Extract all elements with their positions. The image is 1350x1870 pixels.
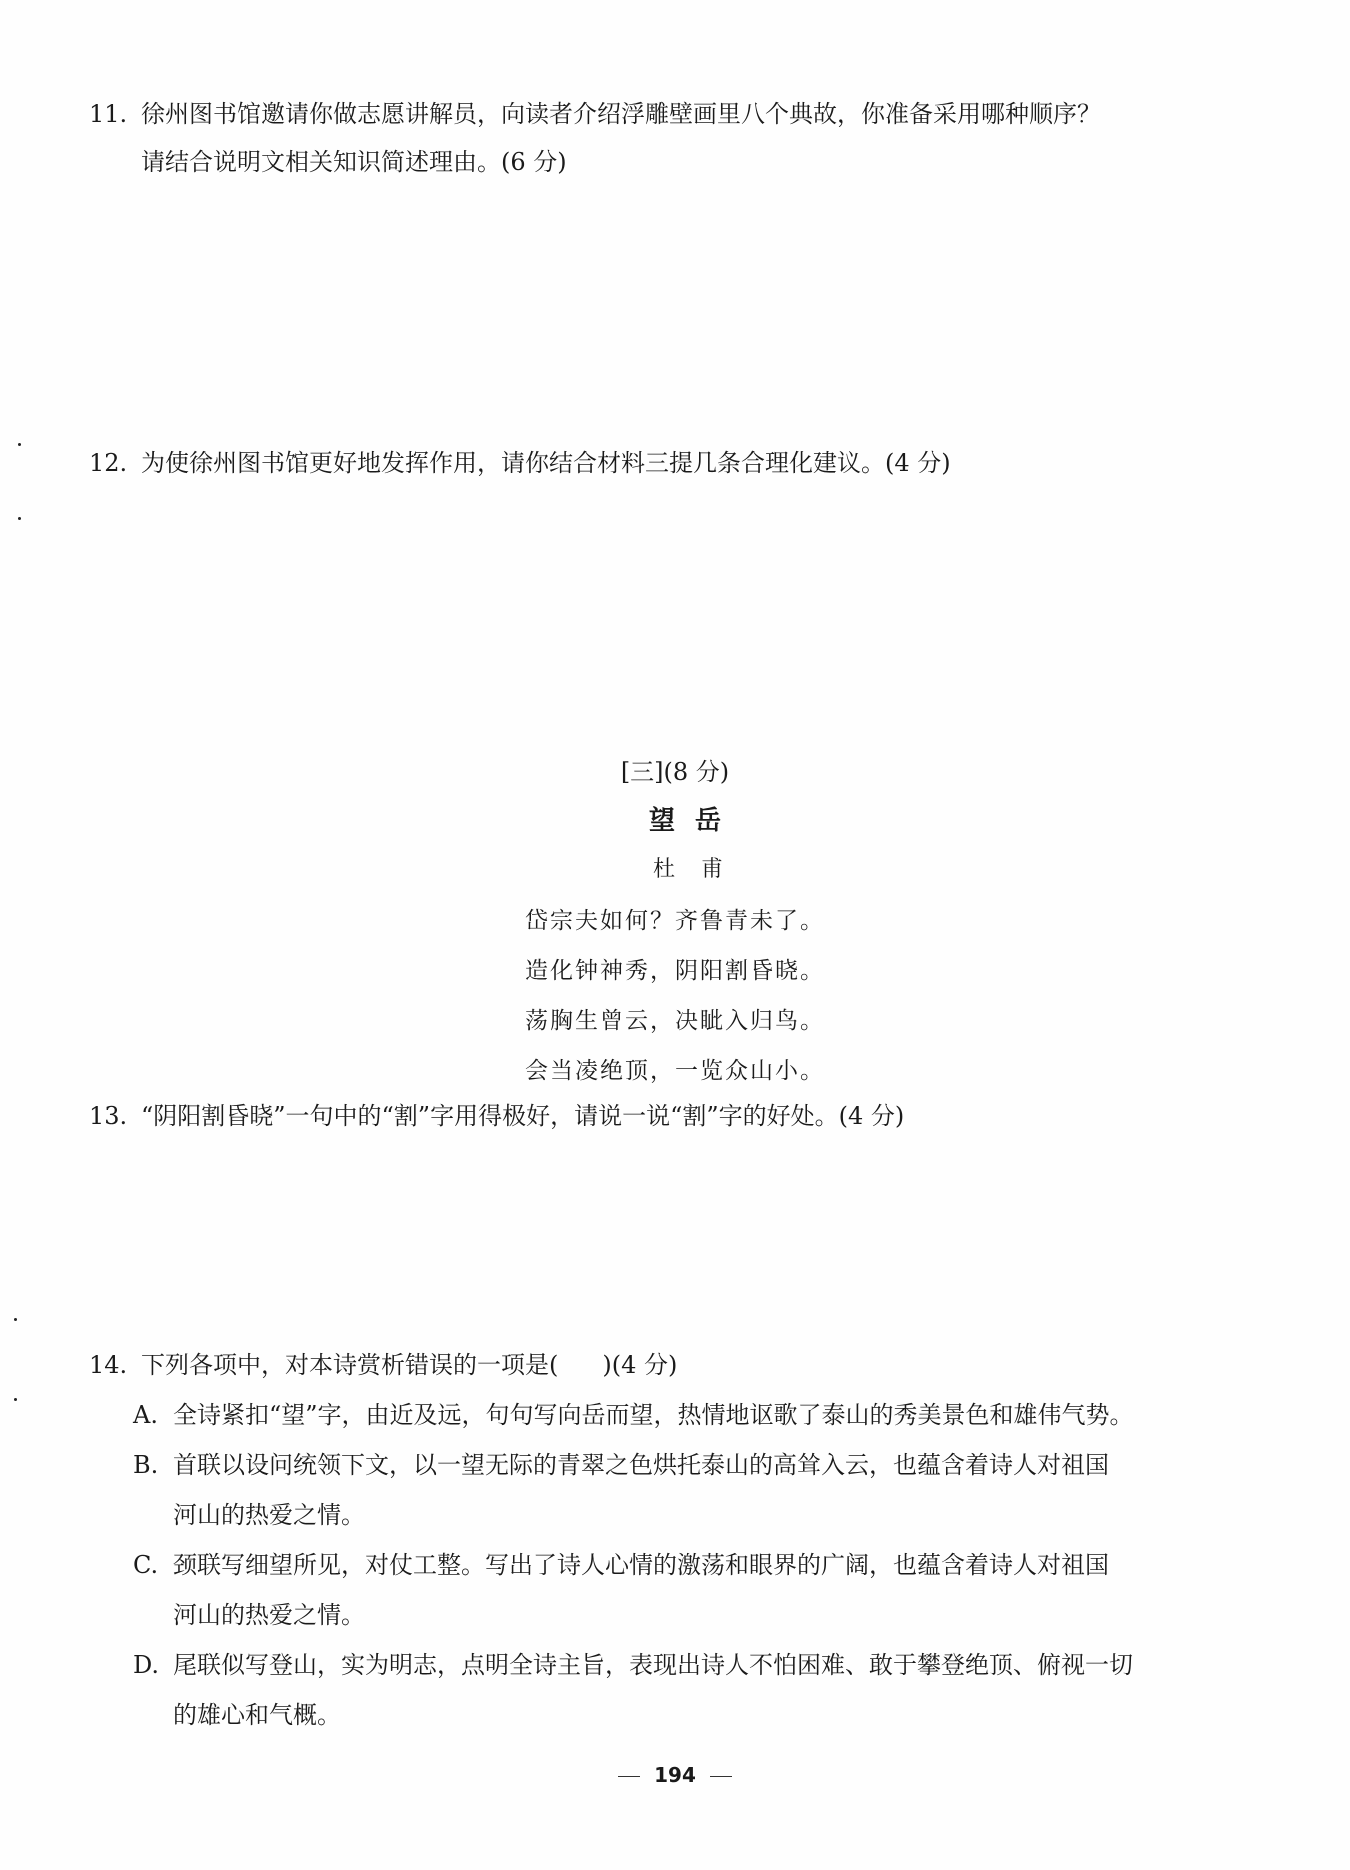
page-number-dash-left (618, 1776, 640, 1777)
scan-speck (14, 1318, 17, 1321)
question-number: 11. (89, 100, 128, 128)
question-number: 12. (89, 449, 128, 477)
poem-title: 望岳 (648, 806, 741, 836)
question-number: 14. (89, 1351, 128, 1379)
option-text: 颈联写细望所见，对仗工整。写出了诗人心情的激荡和眼界的广阔，也蕴含着诗人对祖国 (173, 1551, 1109, 1579)
scan-speck (18, 517, 21, 520)
option-c-continuation: 河山的热爱之情。 (173, 1601, 365, 1629)
option-a (133, 1399, 1134, 1431)
question-13 (89, 1100, 904, 1132)
question-stem-end: )(4 分) (602, 1351, 678, 1379)
scan-speck (14, 1398, 17, 1401)
question-stem: 下列各项中，对本诗赏析错误的一项是( (141, 1351, 559, 1379)
poem-line: 荡胸生曾云，决眦入归鸟。 (525, 1008, 825, 1034)
question-12 (89, 447, 951, 479)
option-b-continuation: 河山的热爱之情。 (173, 1501, 365, 1529)
option-text: 尾联似写登山，实为明志，点明全诗主旨，表现出诗人不怕困难、敢于攀登绝顶、俯视一切 (173, 1651, 1133, 1679)
page-number (0, 1763, 1350, 1787)
option-letter: C. (133, 1551, 159, 1579)
question-14 (89, 1349, 677, 1381)
option-d-continuation: 的雄心和气概。 (173, 1701, 341, 1729)
option-letter: B. (133, 1451, 159, 1479)
question-number: 13. (89, 1102, 128, 1130)
poem-line: 岱宗夫如何？齐鲁青未了。 (525, 908, 825, 934)
question-text: 徐州图书馆邀请你做志愿讲解员，向读者介绍浮雕壁画里八个典故，你准备采用哪种顺序？ (141, 100, 1101, 128)
option-letter: A. (133, 1401, 158, 1429)
option-letter: D. (133, 1651, 160, 1679)
poem-author: 杜甫 (652, 857, 749, 882)
poem-line: 会当凌绝顶，一览众山小。 (525, 1058, 825, 1084)
option-text: 全诗紧扣“望”字，由近及远，句句写向岳而望，热情地讴歌了泰山的秀美景色和雄伟气势。 (173, 1401, 1134, 1429)
question-11-continuation: 请结合说明文相关知识简述理由。(6 分) (141, 148, 567, 176)
scan-speck (18, 443, 21, 446)
question-text: “阴阳割昏晓”一句中的“割”字用得极好，请说一说“割”字的好处。(4 分) (141, 1102, 905, 1130)
question-text: 为使徐州图书馆更好地发挥作用，请你结合材料三提几条合理化建议。(4 分) (141, 449, 951, 477)
question-11 (89, 98, 1101, 130)
option-c (133, 1549, 1109, 1581)
option-b (133, 1449, 1109, 1481)
poem-line: 造化钟神秀，阴阳割昏晓。 (525, 958, 825, 984)
page-number-dash-right (710, 1776, 732, 1777)
option-d (133, 1649, 1133, 1681)
section-heading: [三](8 分) (620, 758, 730, 786)
option-text: 首联以设问统领下文，以一望无际的青翠之色烘托泰山的高耸入云，也蕴含着诗人对祖国 (173, 1451, 1109, 1479)
page-number-value: 194 (654, 1763, 696, 1787)
